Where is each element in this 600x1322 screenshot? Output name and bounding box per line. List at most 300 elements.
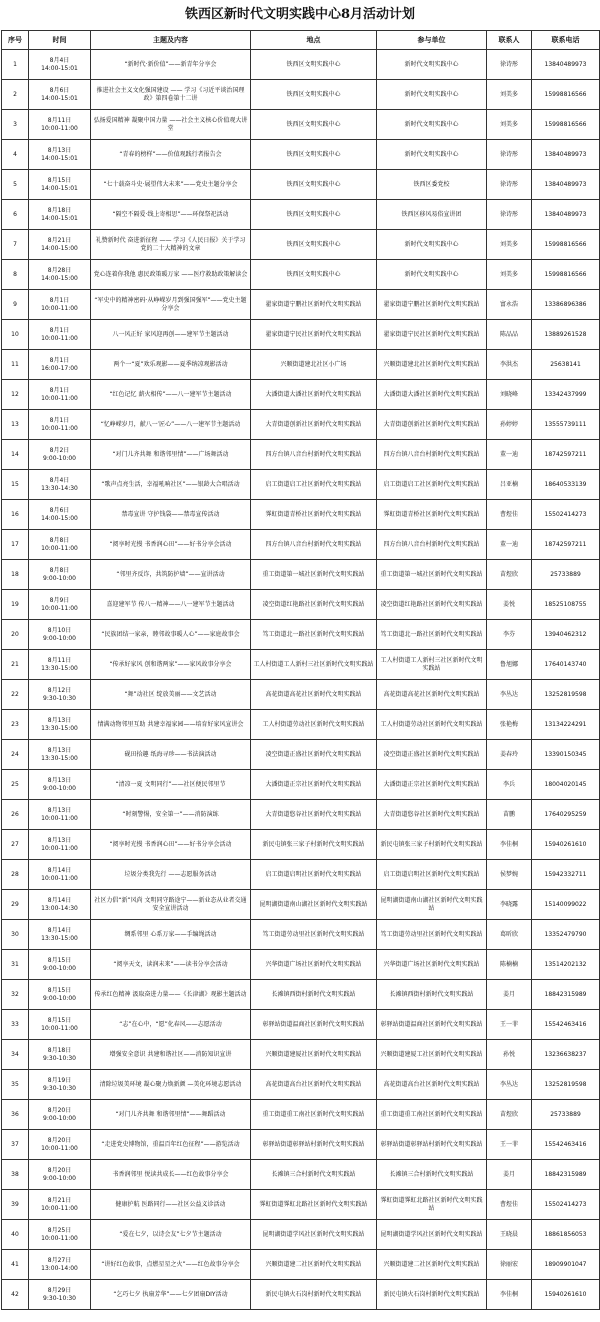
row-date: 8月20日 [47, 1136, 72, 1144]
row-phone: 25733889 [532, 1100, 600, 1130]
row-index: 14 [2, 440, 29, 470]
row-participant: 彰驿站街道温商社区新时代文明实践站 [377, 1010, 487, 1040]
row-topic: “军史中的精神密码·从峥嵘岁月到强国强军”——党史主题分享会 [91, 290, 251, 320]
row-phone: 18909901047 [532, 1250, 600, 1280]
row-contact: 李丛达 [487, 680, 532, 710]
row-topic: “阅享天文，读润未来”——读书分享会活动 [91, 950, 251, 980]
row-contact: 孙婷婷 [487, 410, 532, 440]
row-contact: 李兵 [487, 770, 532, 800]
row-location: 高花街道高台社区新时代文明实践站 [251, 1070, 377, 1100]
row-date: 8月28日 [47, 266, 72, 274]
row-phone: 15940261610 [532, 1280, 600, 1310]
row-phone: 13390150345 [532, 740, 600, 770]
row-contact: 徐诗彤 [487, 50, 532, 80]
row-hours: 10:00-11:00 [41, 124, 78, 132]
row-contact: 刘美多 [487, 80, 532, 110]
row-index: 10 [2, 320, 29, 350]
row-hours: 14:00-15:01 [41, 154, 78, 162]
row-phone: 13386896386 [532, 290, 600, 320]
row-hours: 9:00-10:00 [43, 634, 76, 642]
row-time [29, 260, 91, 290]
row-participant: 四方台镇八音台村新时代文明实践站 [377, 530, 487, 560]
row-date: 8月10日 [47, 626, 72, 634]
row-topic: 健康护航 医路同行——社区公益义诊活动 [91, 1190, 251, 1220]
row-participant: 启工街道启明社区新时代文明实践站 [377, 860, 487, 890]
row-topic: “青春的榜样”——价值观践行者报告会 [91, 140, 251, 170]
row-date: 8月20日 [47, 1106, 72, 1114]
row-time [29, 650, 91, 680]
row-hours: 10:00-11:00 [41, 1204, 78, 1212]
table-row [2, 1280, 600, 1310]
row-location: 兴顺街道建厦社区新时代文明实践站 [251, 1040, 377, 1070]
row-phone: 13252819598 [532, 680, 600, 710]
row-contact: 侯梦婉 [487, 860, 532, 890]
row-contact: 李丛达 [487, 1070, 532, 1100]
row-index: 8 [2, 260, 29, 290]
row-contact: 李佳桐 [487, 830, 532, 860]
row-contact: 董一迪 [487, 440, 532, 470]
row-participant: 四方台镇八音台村新时代文明实践站 [377, 440, 487, 470]
row-contact: 苗煜欣 [487, 1100, 532, 1130]
table-row [2, 1220, 600, 1250]
row-topic: 传承红色精神 汲取奋进力量——《长津湖》观影主题活动 [91, 980, 251, 1010]
row-hours: 14:00-15:00 [41, 274, 78, 282]
row-index: 9 [2, 290, 29, 320]
row-index: 32 [2, 980, 29, 1010]
row-date: 8月19日 [47, 1076, 72, 1084]
row-time [29, 830, 91, 860]
row-time [29, 560, 91, 590]
row-topic: “乞巧七夕 执扇芳华”——七夕团扇DIY活动 [91, 1280, 251, 1310]
table-row [2, 800, 600, 830]
row-hours: 14:00-15:01 [41, 214, 78, 222]
row-phone: 18742597211 [532, 530, 600, 560]
row-date: 8月1日 [49, 296, 70, 304]
row-index: 25 [2, 770, 29, 800]
row-participant: 新时代文明实践中心 [377, 260, 487, 290]
row-participant: 昆明湖街道学风社区新时代文明实践站 [377, 1220, 487, 1250]
row-date: 8月4日 [49, 476, 70, 484]
row-location: 铁西区文明实践中心 [251, 230, 377, 260]
row-index: 15 [2, 470, 29, 500]
row-location: 翟家街道宁民社区新时代文明实践站 [251, 320, 377, 350]
row-time [29, 1250, 91, 1280]
row-phone: 15542463416 [532, 1130, 600, 1160]
row-phone: 13840489973 [532, 200, 600, 230]
row-contact: 富永浩 [487, 290, 532, 320]
row-time [29, 1220, 91, 1250]
table-row [2, 170, 600, 200]
row-contact: 徐诗彤 [487, 200, 532, 230]
row-topic: 情满动物邻里互助 共建幸福家园——培育好家风宣讲会 [91, 710, 251, 740]
row-hours: 14:00-15:01 [41, 64, 78, 72]
row-contact: 徐丽宏 [487, 1250, 532, 1280]
row-participant: 翟家街道宁鹏社区新时代文明实践站 [377, 290, 487, 320]
row-participant: 新民屯镇火石岗村新时代文明实践站 [377, 1280, 487, 1310]
row-phone: 18861856053 [532, 1220, 600, 1250]
row-location: 大潘街道大潘社区新时代文明实践站 [251, 380, 377, 410]
table-row [2, 740, 600, 770]
row-participant: 翟家街道宁民社区新时代文明实践站 [377, 320, 487, 350]
row-topic: “阅享时光慢 书香润心田”——好书分享会活动 [91, 530, 251, 560]
row-location: 铁西区文明实践中心 [251, 170, 377, 200]
row-contact: 苗煜欣 [487, 560, 532, 590]
row-hours: 10:00-11:00 [41, 874, 78, 882]
row-index: 19 [2, 590, 29, 620]
row-topic: 禁毒宣讲 守护钱袋——禁毒宣传活动 [91, 500, 251, 530]
row-contact: 孙悦 [487, 1040, 532, 1070]
row-participant: 霁虹街道霁虹北路社区新时代文明实践站 [377, 1190, 487, 1220]
row-topic: “红色记忆 薪火相传”——八一建军节主题活动 [91, 380, 251, 410]
table-row [2, 950, 600, 980]
row-time [29, 320, 91, 350]
row-hours: 14:00-15:00 [41, 244, 78, 252]
row-phone: 13252819598 [532, 1070, 600, 1100]
row-date: 8月11日 [47, 656, 72, 664]
table-row [2, 830, 600, 860]
row-participant: 高花街道高花社区新时代文明实践站 [377, 680, 487, 710]
row-hours: 10:00-11:00 [41, 1144, 78, 1152]
row-index: 40 [2, 1220, 29, 1250]
row-participant: 新民屯镇张三家子村新时代文明实践站 [377, 830, 487, 860]
row-location: 铁西区文明实践中心 [251, 50, 377, 80]
row-time [29, 170, 91, 200]
row-participant: 昆明湖街道南山湖社区新时代文明实践站 [377, 890, 487, 920]
row-location: 翟家街道宁鹏社区新时代文明实践站 [251, 290, 377, 320]
row-contact: 姜悦 [487, 590, 532, 620]
row-location: 工人村街道工人新村三社区新时代文明实践站 [251, 650, 377, 680]
row-index: 37 [2, 1130, 29, 1160]
row-hours: 9:00-10:00 [43, 1174, 76, 1182]
row-contact: 王一菲 [487, 1010, 532, 1040]
row-topic: 弘扬爱国精神 凝聚中国力量 ——社会主义核心价值观大讲堂 [91, 110, 251, 140]
row-time [29, 860, 91, 890]
row-phone: 13352479790 [532, 920, 600, 950]
row-location: 新民屯镇张三家子村新时代文明实践站 [251, 830, 377, 860]
row-date: 8月25日 [47, 1226, 72, 1234]
row-date: 8月6日 [49, 86, 70, 94]
row-time [29, 530, 91, 560]
row-topic: “讲好红色故事，点燃星星之火”——红色故事分享会 [91, 1250, 251, 1280]
table-row [2, 140, 600, 170]
row-index: 24 [2, 740, 29, 770]
row-time [29, 440, 91, 470]
row-index: 33 [2, 1010, 29, 1040]
row-hours: 9:00-10:00 [43, 1114, 76, 1122]
row-hours: 9:30-10:30 [43, 1294, 76, 1302]
header-location: 地点 [251, 31, 377, 50]
header-contact: 联系人 [487, 31, 532, 50]
row-participant: 工人村街道工人新村三社区新时代文明实践站 [377, 650, 487, 680]
table-row [2, 380, 600, 410]
row-participant: 新时代文明实践中心 [377, 230, 487, 260]
row-date: 8月2日 [49, 446, 70, 454]
row-index: 26 [2, 800, 29, 830]
row-participant: 铁西区委党校 [377, 170, 487, 200]
row-topic: 两个一“夏”欢乐观影——夏季纳凉观影活动 [91, 350, 251, 380]
row-time [29, 920, 91, 950]
row-contact: 吕亚楠 [487, 470, 532, 500]
row-location: 铁西区文明实践中心 [251, 110, 377, 140]
table-row [2, 770, 600, 800]
row-location: 凌空街道正盛社区新时代文明实践站 [251, 740, 377, 770]
row-location: 四方台镇八音台村新时代文明实践站 [251, 530, 377, 560]
row-participant: 兴顺街道建二社区新时代文明实践站 [377, 1250, 487, 1280]
row-topic: 书香润邻里 悦读共成长——红色故事分享会 [91, 1160, 251, 1190]
activity-table [1, 30, 600, 1310]
row-contact: 陈品品 [487, 320, 532, 350]
row-date: 8月11日 [47, 116, 72, 124]
row-time [29, 200, 91, 230]
row-phone: 17640295259 [532, 800, 600, 830]
row-date: 8月1日 [49, 356, 70, 364]
row-date: 8月14日 [47, 926, 72, 934]
table-row [2, 890, 600, 920]
row-index: 41 [2, 1250, 29, 1280]
table-row [2, 200, 600, 230]
row-contact: 姜春玲 [487, 740, 532, 770]
row-date: 8月1日 [49, 326, 70, 334]
row-date: 8月14日 [47, 896, 72, 904]
row-date: 8月18日 [47, 1046, 72, 1054]
row-phone: 18842315989 [532, 1160, 600, 1190]
row-time [29, 1070, 91, 1100]
row-topic: “爱在七夕，以诗会友”七夕节主题活动 [91, 1220, 251, 1250]
table-row [2, 320, 600, 350]
row-contact: 陈楠楠 [487, 950, 532, 980]
row-index: 2 [2, 80, 29, 110]
row-phone: 13514202132 [532, 950, 600, 980]
row-location: 铁西区文明实践中心 [251, 200, 377, 230]
row-topic: “邻里齐反诈，共筑防护墙”——宣讲活动 [91, 560, 251, 590]
table-row [2, 260, 600, 290]
row-index: 11 [2, 350, 29, 380]
row-topic: “时刻警惕，安全第一”——消防演练 [91, 800, 251, 830]
row-location: 笃工街道劳动里社区新时代文明实践站 [251, 920, 377, 950]
row-hours: 10:00-11:00 [41, 424, 78, 432]
row-hours: 13:30-15:00 [41, 664, 78, 672]
row-index: 38 [2, 1160, 29, 1190]
row-index: 31 [2, 950, 29, 980]
row-time [29, 500, 91, 530]
row-participant: 启工街道启工社区新时代文明实践站 [377, 470, 487, 500]
row-participant: 新时代文明实践中心 [377, 80, 487, 110]
row-hours: 10:00-11:00 [41, 334, 78, 342]
row-contact: 董一迪 [487, 530, 532, 560]
row-participant: 兴顺街道建厦工社区新时代文明实践站 [377, 1040, 487, 1070]
row-contact: 张艳梅 [487, 710, 532, 740]
row-date: 8月13日 [47, 836, 72, 844]
table-row [2, 560, 600, 590]
row-contact: 曹煜佳 [487, 500, 532, 530]
row-participant: 大潘街道正宗社区新时代文明实践站 [377, 770, 487, 800]
row-location: 重工街道重工南社区新时代文明实践站 [251, 1100, 377, 1130]
row-phone: 15998816566 [532, 80, 600, 110]
row-phone: 18742597211 [532, 440, 600, 470]
row-date: 8月15日 [47, 1016, 72, 1024]
table-row [2, 1130, 600, 1160]
row-date: 8月21日 [47, 236, 72, 244]
header-phone: 联系电话 [532, 31, 600, 50]
page-title: 铁西区新时代文明实践中心8月活动计划 [184, 7, 416, 22]
row-hours: 14:00-15:00 [41, 514, 78, 522]
row-index: 36 [2, 1100, 29, 1130]
table-row [2, 1040, 600, 1070]
row-participant: 重工街道重工南社区新时代文明实践站 [377, 1100, 487, 1130]
row-phone: 15502414273 [532, 1190, 600, 1220]
row-participant: 长滩镇三合村新时代文明实践站 [377, 1160, 487, 1190]
row-date: 8月13日 [47, 776, 72, 784]
row-hours: 13:30-15:00 [41, 754, 78, 762]
table-row [2, 680, 600, 710]
row-date: 8月15日 [47, 176, 72, 184]
row-phone: 25638141 [532, 350, 600, 380]
row-contact: 徐诗彤 [487, 140, 532, 170]
row-participant: 大青街道创新社区新时代文明实践站 [377, 410, 487, 440]
row-topic: 八一风正好 家风迎再创——建军节主题活动 [91, 320, 251, 350]
row-time [29, 80, 91, 110]
row-date: 8月21日 [47, 1196, 72, 1204]
row-location: 工人村街道劳动社区新时代文明实践站 [251, 710, 377, 740]
row-participant: 长滩镇西街村新时代文明实践站 [377, 980, 487, 1010]
row-index: 30 [2, 920, 29, 950]
row-hours: 14:00-15:01 [41, 94, 78, 102]
row-topic: 社区力倡“新”风尚 文明同守路途宁——新业态从业者交通安全宣讲活动 [91, 890, 251, 920]
row-phone: 13889261528 [532, 320, 600, 350]
row-phone: 18525108755 [532, 590, 600, 620]
row-phone: 15998816566 [532, 110, 600, 140]
row-participant: 兴华街道广场社区新时代文明实践站 [377, 950, 487, 980]
row-topic: “七十载奋斗史·展望伟大未来”——党史主题分享会 [91, 170, 251, 200]
row-time [29, 890, 91, 920]
row-location: 大青街道创新社区新时代文明实践站 [251, 410, 377, 440]
row-topic: 推进社会主义文化强国建设 —— 学习《习近平谈治国理政》第四卷第十二讲 [91, 80, 251, 110]
table-row [2, 230, 600, 260]
row-contact: 李洪杰 [487, 350, 532, 380]
row-contact: 刘美多 [487, 230, 532, 260]
row-date: 8月6日 [49, 506, 70, 514]
row-date: 8月13日 [47, 716, 72, 724]
row-phone: 13940462312 [532, 620, 600, 650]
row-hours: 13:00-14:30 [41, 904, 78, 912]
row-phone: 15998816566 [532, 260, 600, 290]
row-phone: 15940261610 [532, 830, 600, 860]
table-row [2, 440, 600, 470]
table-row [2, 650, 600, 680]
row-participant: 霁虹街道青桥社区新时代文明实践站 [377, 500, 487, 530]
row-index: 28 [2, 860, 29, 890]
row-location: 长滩镇三合村新时代文明实践站 [251, 1160, 377, 1190]
row-index: 3 [2, 110, 29, 140]
table-row [2, 500, 600, 530]
row-hours: 9:00-10:00 [43, 964, 76, 972]
row-hours: 9:30-10:30 [43, 1054, 76, 1062]
table-row [2, 980, 600, 1010]
row-contact: 葛昕欣 [487, 920, 532, 950]
row-location: 昆明湖街道南山湖社区新时代文明实践站 [251, 890, 377, 920]
row-index: 20 [2, 620, 29, 650]
row-topic: “志”在心中，“愿”化春风——志愿活动 [91, 1010, 251, 1040]
row-time [29, 740, 91, 770]
row-phone: 13555739111 [532, 410, 600, 440]
row-index: 1 [2, 50, 29, 80]
row-hours: 10:00-11:00 [41, 544, 78, 552]
row-time [29, 290, 91, 320]
row-contact: 姜月 [487, 980, 532, 1010]
row-hours: 9:00-10:00 [43, 994, 76, 1002]
row-participant: 铁西区移风易俗宣讲团 [377, 200, 487, 230]
row-location: 霁虹街道青桥社区新时代文明实践站 [251, 500, 377, 530]
table-row [2, 410, 600, 440]
row-location: 兴华街道广场社区新时代文明实践站 [251, 950, 377, 980]
row-topic: “舞”动社区 绽放美丽——文艺活动 [91, 680, 251, 710]
row-time [29, 110, 91, 140]
row-location: 霁虹街道霁虹北路社区新时代文明实践站 [251, 1190, 377, 1220]
row-topic: 喜迎建军节 传八一精神——八一建军节主题活动 [91, 590, 251, 620]
row-hours: 10:00-11:00 [41, 1234, 78, 1242]
table-row [2, 350, 600, 380]
row-participant: 兴顺街道建北社区新时代文明实践站 [377, 350, 487, 380]
row-topic: “对门儿齐共舞 和谐邻里情”——广场舞活动 [91, 440, 251, 470]
row-time [29, 1010, 91, 1040]
row-location: 四方台镇八音台村新时代文明实践站 [251, 440, 377, 470]
row-index: 5 [2, 170, 29, 200]
row-index: 17 [2, 530, 29, 560]
row-date: 8月12日 [47, 686, 72, 694]
row-time [29, 1160, 91, 1190]
row-time [29, 410, 91, 440]
row-phone: 13134224291 [532, 710, 600, 740]
row-hours: 10:00-11:00 [41, 604, 78, 612]
row-index: 39 [2, 1190, 29, 1220]
row-time [29, 1280, 91, 1310]
row-date: 8月13日 [47, 746, 72, 754]
row-time [29, 50, 91, 80]
row-participant: 笃工街道北一路社区新时代文明实践站 [377, 620, 487, 650]
row-location: 长滩镇西街村新时代文明实践站 [251, 980, 377, 1010]
row-location: 凌空街道红艳路社区新时代文明实践站 [251, 590, 377, 620]
row-time [29, 1100, 91, 1130]
row-location: 铁西区文明实践中心 [251, 260, 377, 290]
row-phone: 17640143740 [532, 650, 600, 680]
row-topic: 垃圾分类我先行 ——志愿服务活动 [91, 860, 251, 890]
row-topic: “歌声点亮生活，幸福吼响社区”——银龄大合唱活动 [91, 470, 251, 500]
header-row [2, 31, 600, 50]
row-date: 8月13日 [47, 806, 72, 814]
row-date: 8月1日 [49, 416, 70, 424]
row-index: 27 [2, 830, 29, 860]
row-location: 重工街道第一城社区新时代文明实践站 [251, 560, 377, 590]
row-topic: 清除垃圾美环境 凝心聚力焕新颜 —美化环境志愿活动 [91, 1070, 251, 1100]
row-time [29, 470, 91, 500]
row-location: 彰驿站街道温商社区新时代文明实践站 [251, 1010, 377, 1040]
row-date: 8月18日 [47, 206, 72, 214]
table-row [2, 290, 600, 320]
row-hours: 9:00-10:00 [43, 784, 76, 792]
row-topic: 党心连着你我他 惠民政策暖万家 ——医疗救助政策解读会 [91, 260, 251, 290]
row-hours: 10:00-11:00 [41, 814, 78, 822]
row-contact: 李佳桐 [487, 1280, 532, 1310]
row-phone: 15140099022 [532, 890, 600, 920]
row-index: 21 [2, 650, 29, 680]
row-contact: 李晓露 [487, 890, 532, 920]
row-index: 4 [2, 140, 29, 170]
row-location: 新民屯镇火石岗村新时代文明实践站 [251, 1280, 377, 1310]
row-topic: “传承好家风 创和谐两家”——家风故事分享会 [91, 650, 251, 680]
row-date: 8月15日 [47, 986, 72, 994]
row-hours: 14:00-15:01 [41, 184, 78, 192]
row-index: 23 [2, 710, 29, 740]
